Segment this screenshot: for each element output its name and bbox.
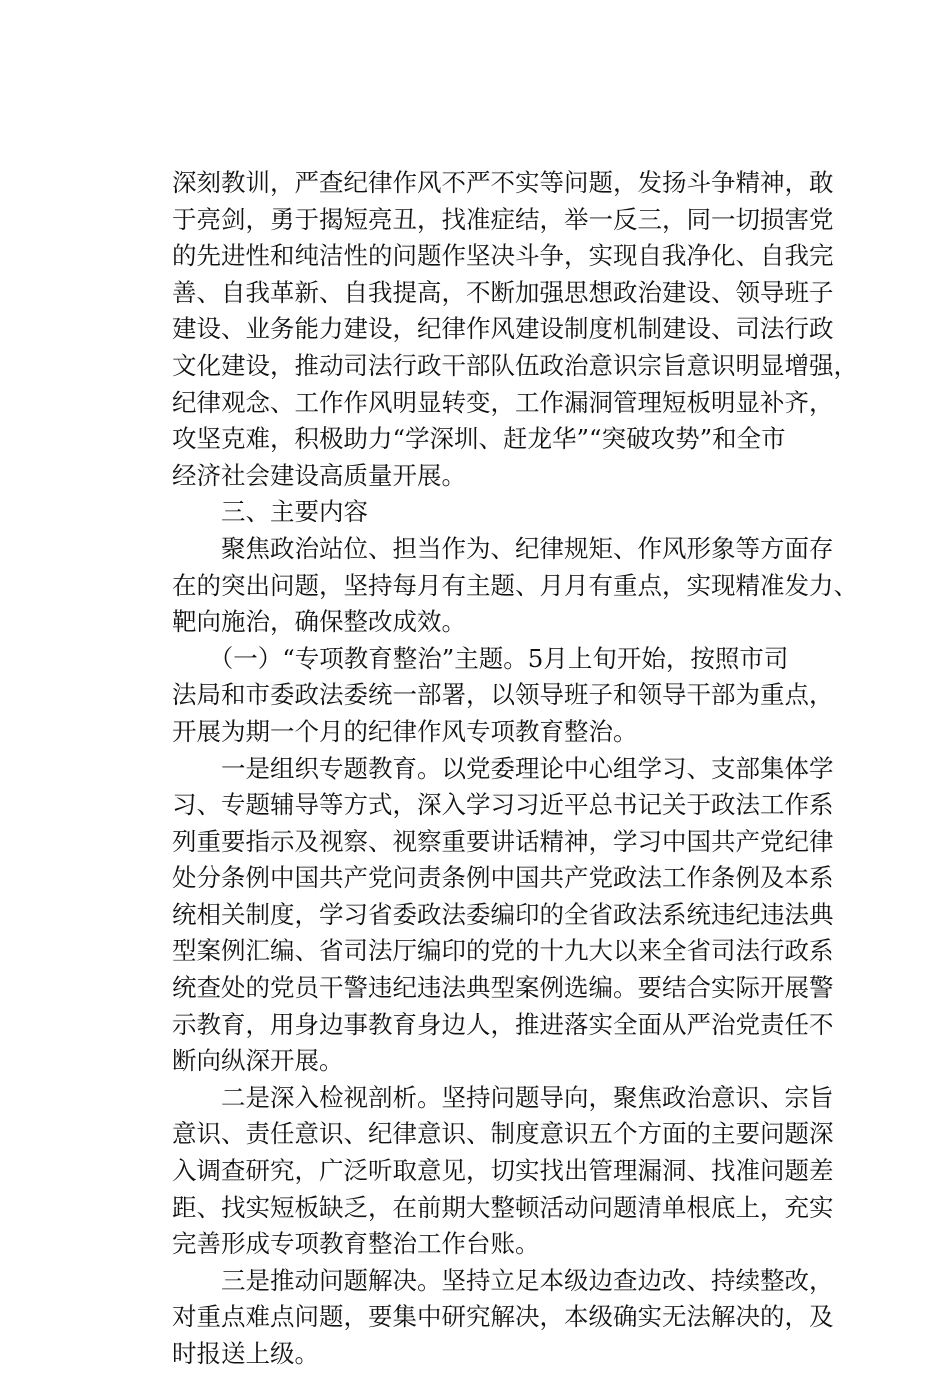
text-line: 靶向施治，确保整改成效。: [172, 607, 466, 637]
text-line: 对重点难点问题，要集中研究解决，本级确实无法解决的，及: [172, 1302, 834, 1332]
text-line: 善、自我革新、自我提高，不断加强思想政治建设、领导班子: [172, 277, 834, 307]
text-line: 二是深入检视剖析。坚持问题导向，聚焦政治意识、宗旨: [172, 1082, 834, 1112]
text-line: 法局和市委政法委统一部署，以领导班子和领导干部为重点，: [172, 680, 834, 710]
text-line: 型案例汇编、省司法厅编印的党的十九大以来全省司法行政系: [172, 936, 834, 966]
text-line: 三是推动问题解决。坚持立足本级边查边改、持续整改，: [172, 1265, 834, 1295]
subsection-heading: （一）“专项教育整治”主题。5月上旬开始，按照市司: [172, 643, 789, 673]
text-line: 示教育，用身边事教育身边人，推进落实全面从严治党责任不: [172, 1009, 834, 1039]
text-line: 意识、责任意识、纪律意识、制度意识五个方面的主要问题深: [172, 1119, 834, 1149]
text-line: 开展为期一个月的纪律作风专项教育整治。: [172, 716, 638, 746]
text-line: 在的突出问题，坚持每月有主题、月月有重点，实现精准发力、: [172, 570, 858, 600]
text-line: 习、专题辅导等方式，深入学习习近平总书记关于政法工作系: [172, 790, 834, 820]
text-line: 入调查研究，广泛听取意见，切实找出管理漏洞、找准问题差: [172, 1156, 834, 1186]
text-line: 深刻教训，严查纪律作风不严不实等问题，发扬斗争精神，敢: [172, 168, 834, 197]
section-heading: 三、主要内容: [172, 497, 368, 527]
text-line: 处分条例中国共产党问责条例中国共产党政法工作条例及本系: [172, 863, 834, 893]
text-line: 时报送上级。: [172, 1339, 319, 1368]
text-line: 聚焦政治站位、担当作为、纪律规矩、作风形象等方面存: [172, 533, 834, 563]
text-line: 纪律观念、工作作风明显转变，工作漏洞管理短板明显补齐，: [172, 387, 834, 417]
text-line: 统查处的党员干警违纪违法典型案例选编。要结合实际开展警: [172, 973, 834, 1003]
text-line: 一是组织专题教育。以党委理论中心组学习、支部集体学: [172, 753, 834, 783]
text-line: 建设、业务能力建设，纪律作风建设制度机制建设、司法行政: [172, 314, 834, 344]
document-body: [172, 165, 858, 1373]
text-line: 完善形成专项教育整治工作台账。: [172, 1229, 540, 1259]
text-line: 统相关制度，学习省委政法委编印的全省政法系统违纪违法典: [172, 899, 834, 929]
text-line: 攻坚克难，积极助力“学深圳、赶龙华”“突破攻势”和全市: [172, 424, 786, 454]
text-line: 断向纵深开展。: [172, 1046, 344, 1076]
text-line: 距、找实短板缺乏，在前期大整顿活动问题清单根底上，充实: [172, 1192, 834, 1222]
text-line: 的先进性和纯洁性的问题作坚决斗争，实现自我净化、自我完: [172, 241, 834, 271]
text-line: 于亮剑，勇于揭短亮丑，找准症结，举一反三，同一切损害党: [172, 204, 834, 234]
text-line: 经济社会建设高质量开展。: [172, 460, 466, 490]
text-line: 文化建设，推动司法行政干部队伍政治意识宗旨意识明显增强，: [172, 350, 858, 380]
text-line: 列重要指示及视察、视察重要讲话精神，学习中国共产党纪律: [172, 826, 834, 856]
